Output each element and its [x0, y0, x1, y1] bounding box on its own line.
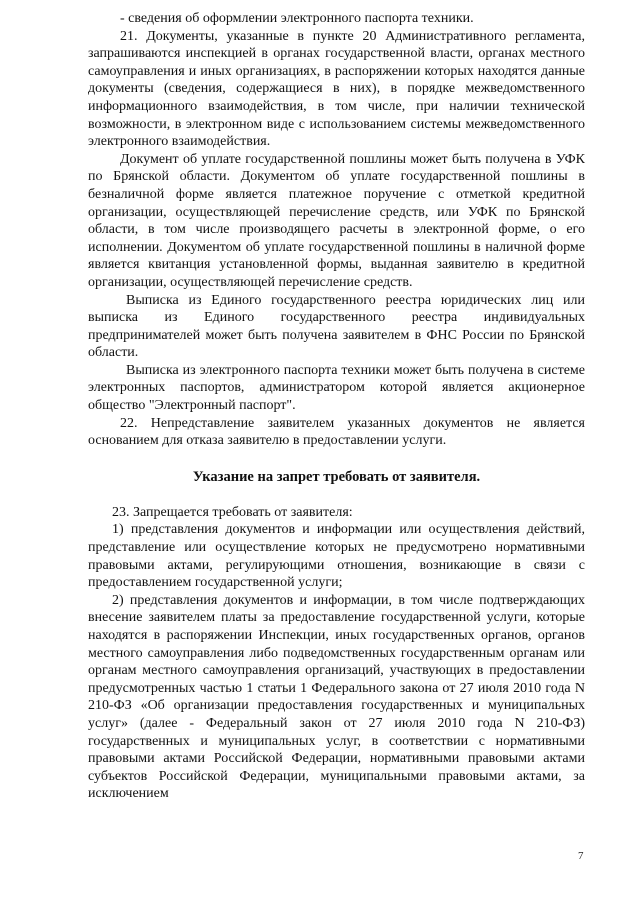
paragraph-e-passport-extract: Выписка из электронного паспорта техники может быть получена в системе электронных паспортов, администратором которой является акционерное общество "Электронный паспорт".	[88, 362, 585, 414]
paragraph-subitem-2: 2) представления документов и информации, в том числе подтверждающих внесение заявителем платы за предоставление государственной услуги, которые находятся в распоряжении Инспекции, иных государственных органов, органов местного самоуправления либо подведомственных государственным органам или органам местного самоуправления организаций, участвующих в предоставлении предусмотренных частью 1 статьи 1 Федерального закона от 27 июля 2010 года N 210-ФЗ «Об организации предоставления государственных и муниципальных услуг» (далее - Федеральный закон от 27 июля 2010 года N 210-ФЗ) государственных и муниципальных услуг, в соответствии с нормативными правовыми актами Российской Федерации, нормативными правовыми актами субъектов Российской Федерации, муниципальными правовыми актами, за исключением	[88, 592, 585, 802]
document-page	[88, 10, 585, 803]
paragraph-state-fee: Документ об уплате государственной пошлины может быть получена в УФК по Брянской области. Документом об уплате государственной пошлины в безналичной форме является платежное поручение с отметкой кредитной организации, осуществляющей перечисление средств, или УФК по Брянской области, в том числе производящего расчеты в электронной форме, о его исполнении. Документом об уплате государственной пошлины в наличной форме является квитанция установленной формы, выданная заявителю в кредитной организации, осуществляющей перечисление средств.	[88, 151, 585, 290]
paragraph-item-21: 21. Документы, указанные в пункте 20 Административного регламента, запрашиваются инспекцией в органах государственной власти, органах местного самоуправления и иных организациях, в распоряжении которых находятся данные документы (сведения, содержащиеся в них), в порядке межведомственного информационного взаимодействия, в том числе, при наличии технической возможности, в электронном виде с использованием системы межведомственного электронного взаимодействия.	[88, 28, 585, 150]
paragraph-item-22: 22. Непредставление заявителем указанных документов не является основанием для отказа заявителю в предоставлении услуги.	[88, 415, 585, 449]
section-heading: Указание на запрет требовать от заявителя.	[192, 468, 481, 485]
paragraph-item-23: 23. Запрещается требовать от заявителя:	[112, 504, 353, 520]
paragraph-subitem-1: 1) представления документов и информации или осуществления действий, представление или осуществление которых не предусмотрено нормативными правовыми актами, регулирующими отношения, возникающие в связи с предоставлением государственной услуги;	[88, 522, 585, 591]
page-number: 7	[578, 850, 584, 862]
paragraph-registry-extract: Выписка из Единого государственного реестра юридических лиц или выписка из Единого государственного реестра индивидуальных предпринимателей может быть получена заявителем в ФНС России по Брянской области.	[88, 292, 585, 361]
paragraph-e-passport-info: - сведения об оформлении электронного паспорта техники.	[120, 11, 474, 26]
